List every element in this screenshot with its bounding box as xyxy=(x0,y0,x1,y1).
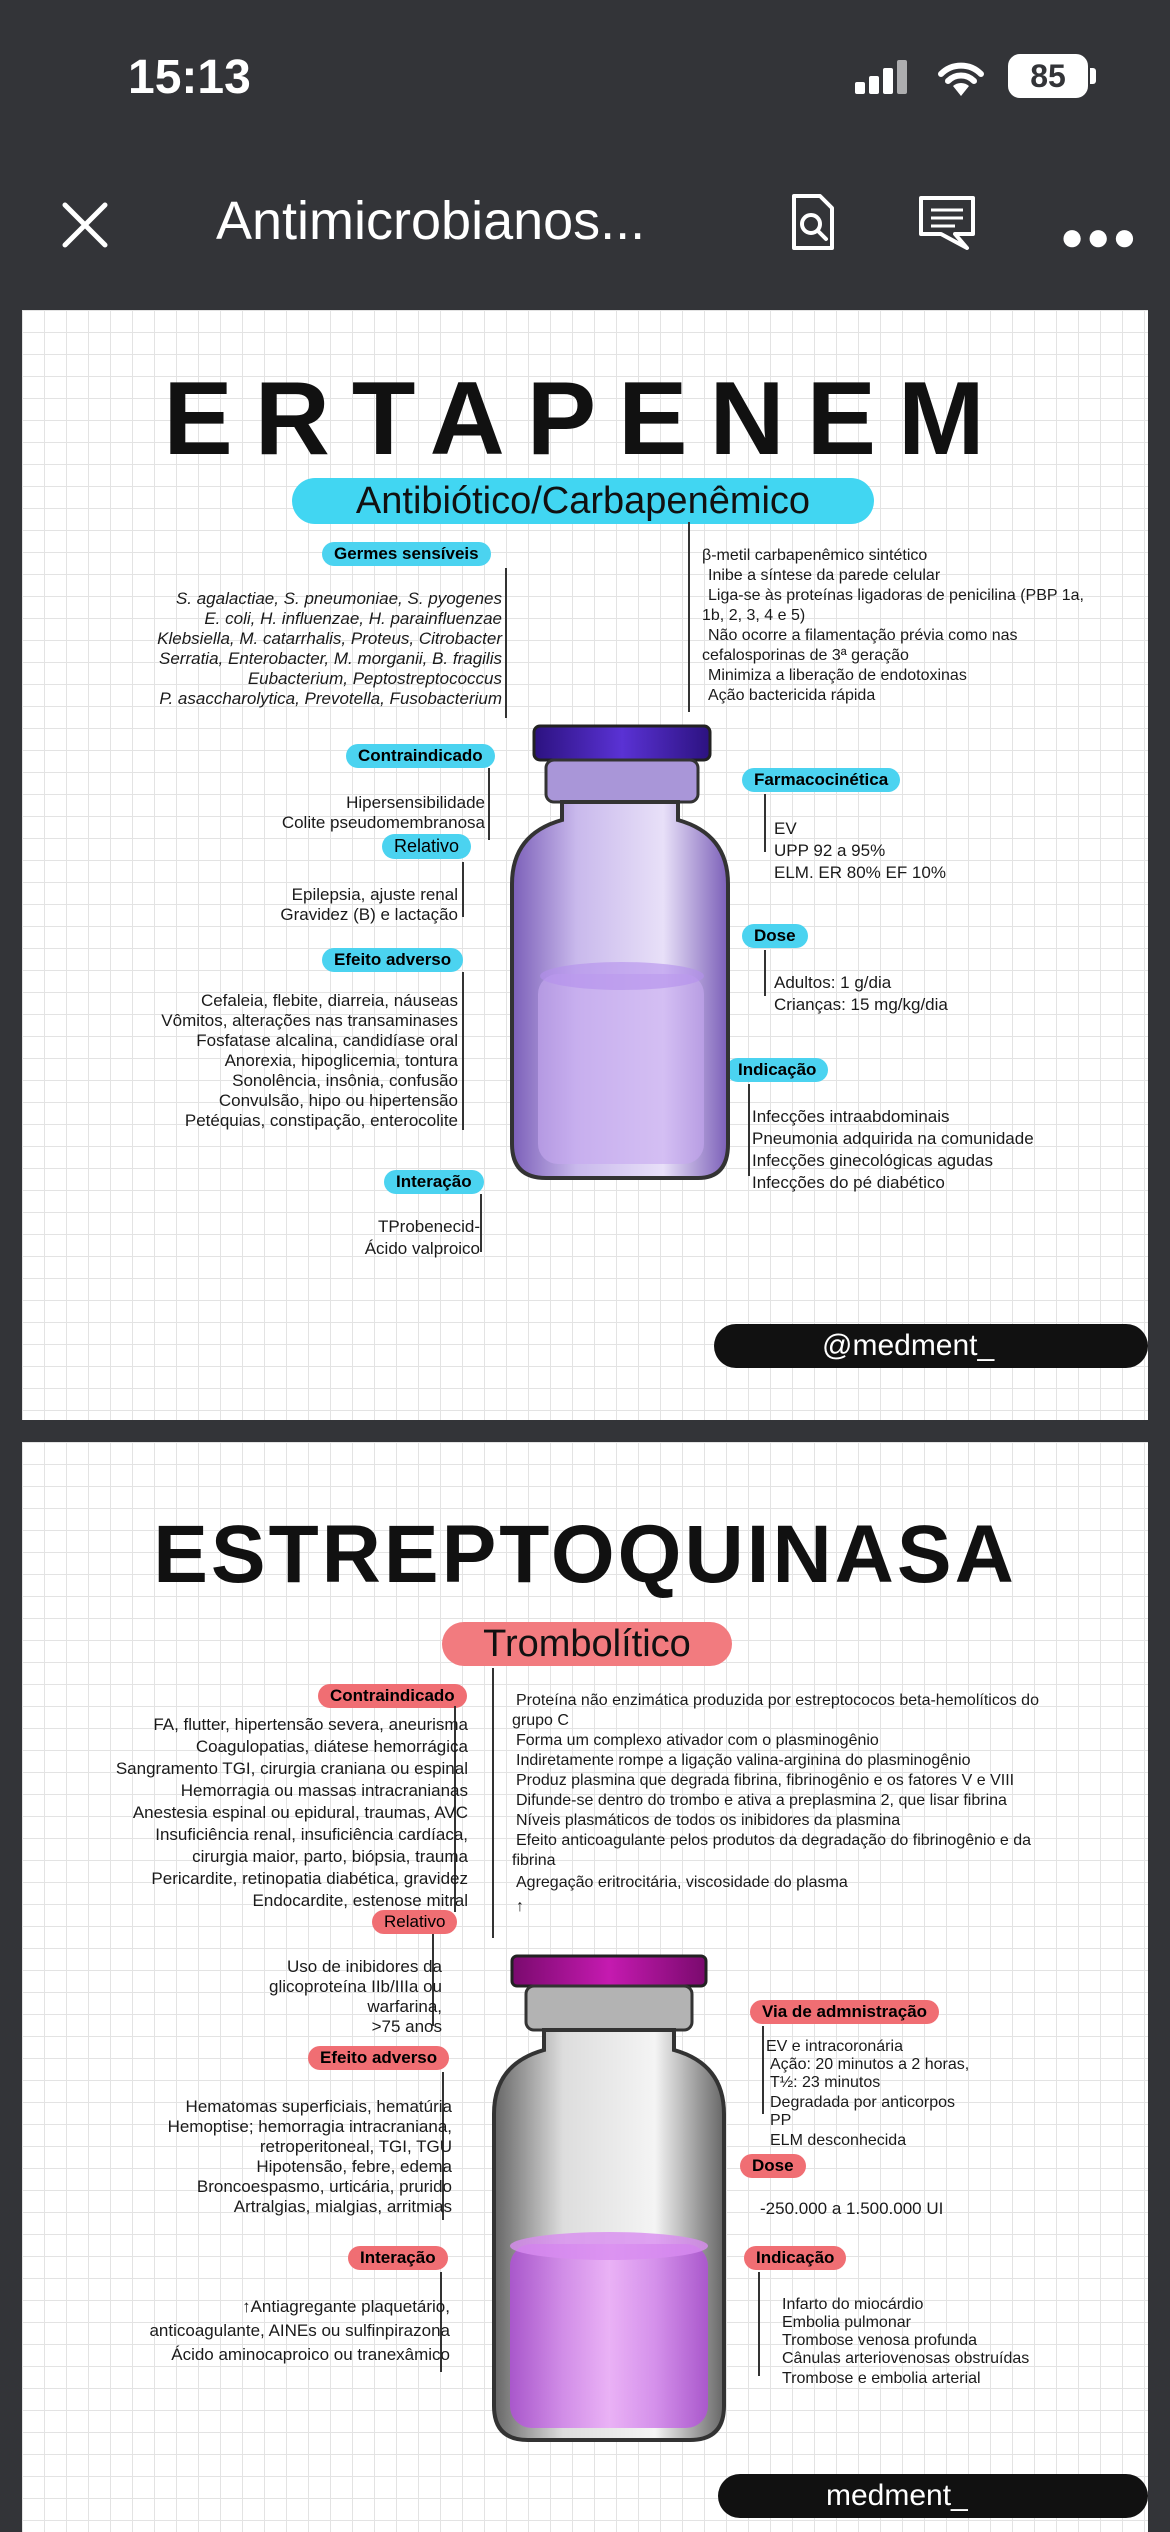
relativo-line: Gravidez (B) e lactação xyxy=(280,905,458,924)
mecanismo-line: Não ocorre a filamentação prévia como nas xyxy=(708,627,1018,644)
indicacao-line: Infecções do pé diabético xyxy=(752,1173,945,1192)
indicacao-line: Infecções intraabdominais xyxy=(752,1107,950,1126)
efeito-line: Broncoespasmo, urticária, prurido xyxy=(196,2177,452,2196)
mecanismo-line: Efeito anticoagulante pelos produtos da degradação do fibrinogênio e da xyxy=(516,1832,1032,1849)
efeito-line: Cefaleia, flebite, diarreia, náuseas xyxy=(200,991,458,1010)
contra-line: Anestesia espinal ou epidural, traumas, AVC xyxy=(132,1803,468,1822)
efeito-line: Vômitos, alterações nas transaminases xyxy=(161,1011,458,1030)
relativo-line: warfarina, xyxy=(367,1997,442,2016)
mecanismo-line: Produz plasmina que degrada fibrina, fibrinogênio e os fatores V e VIII xyxy=(516,1772,1015,1789)
relativo-tag: Relativo xyxy=(372,1910,457,1934)
efeito-line: Fosfatase alcalina, candidíase oral xyxy=(196,1031,458,1050)
contra-line: Endocardite, estenose mitral xyxy=(252,1891,468,1910)
efeito-line: Hematomas superficiais, hematúria xyxy=(185,2097,452,2116)
germes-line: Serratia, Enterobacter, M. morganii, B. fragilis xyxy=(159,649,502,668)
mecanismo-line: fibrina xyxy=(512,1852,556,1869)
farmaco-tag: Farmacocinética xyxy=(742,768,900,792)
mecanismo-line: Liga-se às proteínas ligadoras de penicilina (PBP 1a, xyxy=(708,587,1084,604)
germes-line: E. coli, H. influenzae, H. parainfluenzae xyxy=(204,609,502,628)
via-line: Ação: 20 minutos a 2 horas, xyxy=(770,2056,970,2073)
efeito-tag: Efeito adverso xyxy=(322,948,463,972)
via-line: ELM desconhecida xyxy=(770,2132,907,2149)
relativo-line: Uso de inibidores da xyxy=(287,1957,442,1976)
page-title: ERTAPENEM xyxy=(163,361,1007,477)
mecanismo-line: grupo C xyxy=(512,1712,569,1729)
dose-tag: Dose xyxy=(740,2154,806,2178)
battery-tip xyxy=(1090,68,1096,84)
indicacao-line: Trombose venosa profunda xyxy=(782,2332,978,2349)
efeito-line: Hipotensão, febre, edema xyxy=(256,2157,452,2176)
contraindicado-tag: Contraindicado xyxy=(346,744,495,768)
status-time: 15:13 xyxy=(128,51,251,104)
mecanismo-line: 1b, 2, 3, 4 e 5) xyxy=(702,607,806,624)
indicacao-line: Infecções ginecológicas agudas xyxy=(752,1151,993,1170)
efeito-line: retroperitoneal, TGI, TGU xyxy=(259,2137,452,2156)
dose-line: Adultos: 1 g/dia xyxy=(774,973,892,992)
document-title: Antimicrobianos... xyxy=(216,191,646,251)
status-bar xyxy=(0,0,1170,150)
via-line: EV e intracoronária xyxy=(766,2038,903,2055)
close-icon[interactable] xyxy=(55,195,115,255)
search-document-icon[interactable] xyxy=(780,190,844,254)
indicacao-tag: Indicação xyxy=(744,2246,846,2270)
efeito-line: Convulsão, hipo ou hipertensão xyxy=(218,1091,458,1110)
indicacao-line: Cânulas arteriovenosas obstruídas xyxy=(782,2350,1030,2367)
interacao-line: anticoagulante, AINEs ou sulfinpirazona xyxy=(149,2321,450,2340)
relativo-tag: Relativo xyxy=(382,834,471,859)
contra-line: Insuficiência renal, insuficiência cardíaca, xyxy=(155,1825,468,1844)
relativo-line: Epilepsia, ajuste renal xyxy=(291,885,458,904)
via-line: Degradada por anticorpos xyxy=(770,2094,956,2111)
indicacao-tag: Indicação xyxy=(726,1058,828,1082)
contra-line: Pericardite, retinopatia diabética, gravidez xyxy=(151,1869,468,1888)
mecanismo-line: Indiretamente rompe a ligação valina-arginina do plasminogênio xyxy=(516,1752,971,1769)
more-options-icon[interactable]: ●●● xyxy=(1060,215,1139,259)
efeito-line: Anorexia, hipoglicemia, tontura xyxy=(224,1051,458,1070)
signal-icon xyxy=(855,58,911,94)
efeito-line: Petéquias, constipação, enterocolite xyxy=(184,1111,458,1130)
interacao-line: Ácido valproico xyxy=(364,1239,480,1258)
ertapenem-card xyxy=(22,310,1148,1420)
mecanismo-line: Forma um complexo ativador com o plasminogênio xyxy=(516,1732,879,1749)
contra-line: Sangramento TGI, cirurgia craniana ou espinal xyxy=(115,1759,468,1778)
dose-tag: Dose xyxy=(742,924,808,948)
mecanismo-line: Proteína não enzimática produzida por estreptococos beta-hemolíticos do xyxy=(516,1692,1039,1709)
mecanismo-line: cefalosporinas de 3ª geração xyxy=(702,647,909,664)
wifi-icon xyxy=(935,58,987,98)
mecanismo-line: Inibe a síntese da parede celular xyxy=(708,567,941,584)
vial-illustration xyxy=(490,1954,728,2444)
mecanismo-line: β-metil carbapenêmico sintético xyxy=(702,547,928,564)
interacao-line: Ácido aminocaproico ou tranexâmico xyxy=(171,2345,450,2364)
germes-tag: Germes sensíveis xyxy=(322,542,491,566)
battery-icon: 85 xyxy=(1008,54,1088,98)
interacao-tag: Interação xyxy=(348,2246,448,2270)
author-handle: @medment_ xyxy=(714,1324,1148,1368)
indicacao-line: Pneumonia adquirida na comunidade xyxy=(752,1129,1034,1148)
indicacao-line: Infarto do miocárdio xyxy=(782,2296,924,2313)
indicacao-line: Embolia pulmonar xyxy=(782,2314,911,2331)
via-line: PP xyxy=(770,2112,792,2129)
via-tag: Via de admnistração xyxy=(750,2000,939,2024)
interacao-line: ↑Antiagregante plaquetário, xyxy=(242,2297,450,2316)
page-title: ESTREPTOQUINASA xyxy=(153,1509,1017,1600)
vial-illustration xyxy=(502,724,734,1184)
via-line: T½: 23 minutos xyxy=(770,2074,881,2091)
class-pill: Trombolítico xyxy=(442,1622,732,1666)
class-pill: Antibiótico/Carbapenêmico xyxy=(292,478,874,524)
contra-line: Colite pseudomembranosa xyxy=(281,813,485,832)
mecanismo-line: Agregação eritrocitária, viscosidade do plasma xyxy=(516,1874,848,1891)
germes-line: S. agalactiae, S. pneumoniae, S. pyogenes xyxy=(175,589,502,608)
contra-line: Hipersensibilidade xyxy=(346,793,485,812)
dose-line: -250.000 a 1.500.000 UI xyxy=(760,2199,944,2218)
relativo-line: >75 anos xyxy=(371,2017,442,2036)
estreptoquinasa-card xyxy=(22,1442,1148,2532)
indicacao-line: Trombose e embolia arterial xyxy=(782,2370,981,2387)
contra-line: Coagulopatias, diátese hemorrágica xyxy=(195,1737,468,1756)
author-handle: medment_ xyxy=(718,2474,1148,2518)
farmaco-line: UPP 92 a 95% xyxy=(774,841,886,860)
germes-line: Eubacterium, Peptostreptococcus xyxy=(247,669,502,688)
efeito-line: Artralgias, mialgias, arritmias xyxy=(233,2197,452,2216)
efeito-tag: Efeito adverso xyxy=(308,2046,449,2070)
farmaco-line: ELM. ER 80% EF 10% xyxy=(774,863,946,882)
mecanismo-line: Ação bactericida rápida xyxy=(708,687,876,704)
mecanismo-line: ↑ xyxy=(516,1898,524,1915)
mecanismo-line: Níveis plasmáticos de todos os inibidores da plasmina xyxy=(516,1812,901,1829)
mecanismo-line: Difunde-se dentro do trombo e ativa a preplasmina 2, que lisar fibrina xyxy=(516,1792,1007,1809)
farmaco-line: EV xyxy=(774,819,797,838)
mecanismo-line: Minimiza a liberação de endotoxinas xyxy=(708,667,967,684)
relativo-line: glicoproteína IIb/IIIa ou xyxy=(269,1977,442,1996)
efeito-line: Sonolência, insônia, confusão xyxy=(232,1071,458,1090)
contra-line: FA, flutter, hipertensão severa, aneurisma xyxy=(153,1715,468,1734)
dose-line: Crianças: 15 mg/kg/dia xyxy=(774,995,948,1014)
comment-icon[interactable] xyxy=(915,190,979,254)
contra-line: cirurgia maior, parto, biópsia, trauma xyxy=(192,1847,468,1866)
germes-line: Klebsiella, M. catarrhalis, Proteus, Citrobacter xyxy=(157,629,502,648)
germes-line: P. asaccharolytica, Prevotella, Fusobacterium xyxy=(159,689,502,708)
efeito-line: Hemoptise; hemorragia intracraniana, xyxy=(167,2117,452,2136)
interacao-tag: Interação xyxy=(384,1170,484,1194)
contra-line: Hemorragia ou massas intracranianas xyxy=(180,1781,468,1800)
interacao-line: TProbenecid- xyxy=(377,1217,480,1236)
contraindicado-tag: Contraindicado xyxy=(318,1684,467,1708)
